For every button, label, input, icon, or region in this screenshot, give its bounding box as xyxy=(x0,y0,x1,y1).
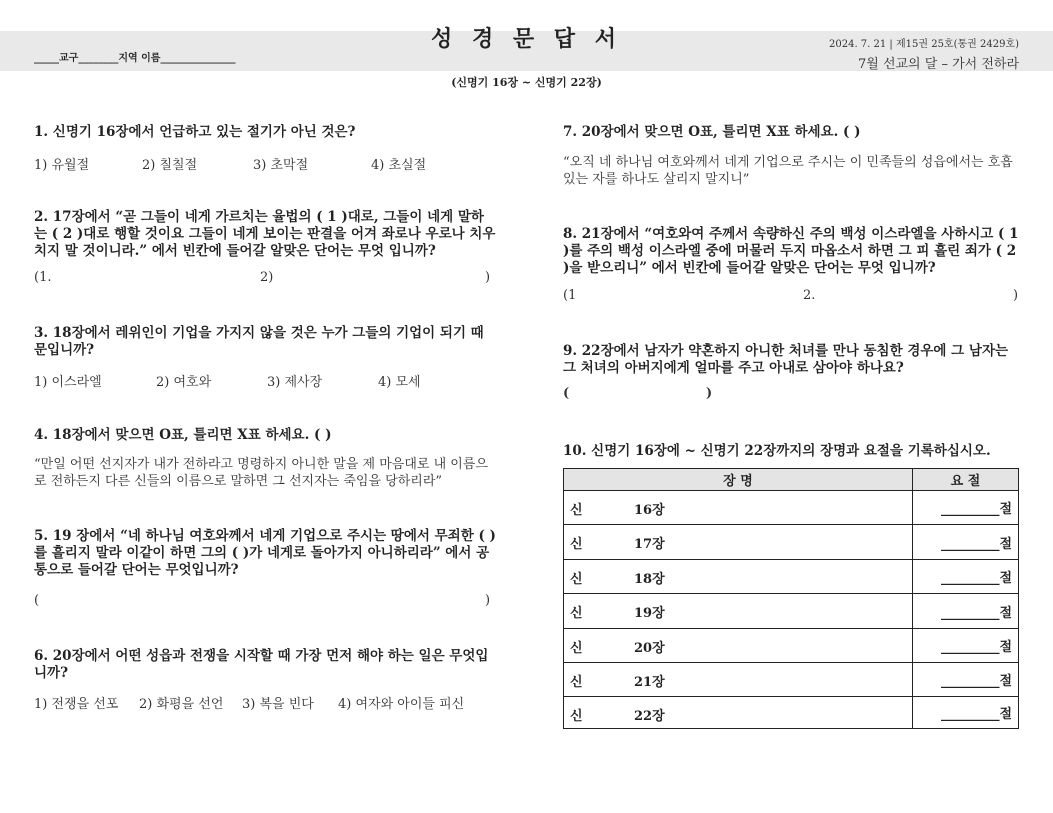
name-fill-line: _____교구________지역 이름_______________ xyxy=(34,53,236,64)
chapter-label: 16장 xyxy=(634,503,665,518)
month-theme: 7월 선교의 달 – 가서 전하라 xyxy=(857,57,1019,72)
chapter-verse-table xyxy=(563,468,1019,729)
question-5: 5. 19 장에서 “네 하나님 여호와께서 네게 기업으로 주시는 땅에서 무죄한 ( )를 흘리지 말라 이같이 하면 그의 ( )가 네게로 돌아가지 아니하리라” 에서 공통으로 들어갈 단어는 무엇입니까? xyxy=(34,528,496,578)
chapter-cell xyxy=(564,594,913,629)
option: 1) 전쟁을 선포 xyxy=(34,697,119,712)
question-6: 6. 20장에서 어떤 성읍과 전쟁을 시작할 때 가장 먼저 해야 하는 일은 무엇입니까? xyxy=(34,648,489,681)
verse-blank[interactable]: _________절 xyxy=(940,605,1012,621)
book-label: 신 xyxy=(570,503,583,518)
issue-date: 2024. 7. 21 | 제15권 25호(통권 2429호) xyxy=(829,39,1019,50)
page-title: 성 경 문 답 서 xyxy=(431,26,622,52)
option: 2) 여호와 xyxy=(156,375,212,390)
verse-cell xyxy=(913,594,1019,629)
table-row xyxy=(564,594,1019,629)
chapter-label: 21장 xyxy=(634,675,665,690)
book-label: 신 xyxy=(570,537,583,552)
option: 1) 이스라엘 xyxy=(34,375,102,390)
option: 4) 초실절 xyxy=(371,158,427,173)
option: 3) 초막절 xyxy=(253,158,309,173)
table-row xyxy=(564,663,1019,697)
answer-open: (1 xyxy=(563,288,577,303)
verse-blank[interactable]: _________절 xyxy=(940,674,1012,689)
table-row xyxy=(564,629,1019,663)
verse-cell xyxy=(913,663,1019,697)
question-4: 4. 18장에서 맞으면 O표, 틀리면 X표 하세요. ( ) xyxy=(34,427,332,443)
chapter-label: 18장 xyxy=(634,572,665,587)
question-3: 3. 18장에서 레위인이 기업을 가지지 않을 것은 누가 그들의 기업이 되기 때문입니까? xyxy=(34,325,484,358)
verse-blank[interactable]: _________절 xyxy=(940,640,1012,655)
verse-blank[interactable]: _________절 xyxy=(940,536,1012,552)
chapter-cell xyxy=(564,491,913,525)
answer-close: ) xyxy=(706,386,713,401)
verse-cell xyxy=(913,560,1019,594)
question-10: 10. 신명기 16장에 ~ 신명기 22장까지의 장명과 요절을 기록하십시오. xyxy=(563,443,991,459)
option: 4) 모세 xyxy=(378,375,421,390)
book-label: 신 xyxy=(570,675,583,690)
verse-cell xyxy=(913,491,1019,525)
chapter-cell xyxy=(564,629,913,663)
answer-open: ( xyxy=(34,593,40,608)
verse-blank[interactable]: _________절 xyxy=(940,502,1012,517)
chapter-cell xyxy=(564,525,913,560)
chapter-label: 17장 xyxy=(634,537,665,552)
chapter-label: 20장 xyxy=(634,641,665,656)
verse-blank[interactable]: _________절 xyxy=(940,707,1012,722)
answer-blank-2: 2. xyxy=(803,288,816,303)
chapter-label: 19장 xyxy=(634,606,665,621)
answer-blank-2: 2) xyxy=(260,270,274,285)
book-label: 신 xyxy=(570,641,583,656)
option: 4) 여자와 아이들 피신 xyxy=(338,697,465,712)
verse-cell xyxy=(913,629,1019,663)
verse-cell xyxy=(913,525,1019,560)
table-row xyxy=(564,491,1019,525)
question-6-options xyxy=(34,693,464,712)
verse-cell xyxy=(913,697,1019,729)
question-9: 9. 22장에서 남자가 약혼하지 아니한 처녀를 만나 동침한 경우에 그 남자는 그 처녀의 아버지에게 얼마를 주고 아내로 삼아야 하나요? xyxy=(563,343,1009,376)
answer-open: ( xyxy=(563,386,570,401)
answer-close: ) xyxy=(485,593,491,608)
question-8: 8. 21장에서 “여호와여 주께서 속량하신 주의 백성 이스라엘을 사하시고 ( 1 )를 주의 백성 이스라엘 중에 머물러 두지 마옵소서 하면 그 피 흘린 죄가 ( 2 )을 받으리니” 에서 빈칸에 들어갈 알맞은 단어는 무엇 입니까? xyxy=(563,226,1019,276)
option: 2) 화평을 선언 xyxy=(139,697,224,712)
column-header-verse: 요 절 xyxy=(913,469,1019,491)
chapter-cell xyxy=(564,697,913,729)
book-label: 신 xyxy=(570,709,583,724)
option: 3) 제사장 xyxy=(267,375,323,390)
answer-close: ) xyxy=(485,270,491,285)
table-header-row xyxy=(564,469,1019,491)
question-7: 7. 20장에서 맞으면 O표, 틀리면 X표 하세요. ( ) xyxy=(563,124,861,140)
column-header-chapter: 장 명 xyxy=(564,469,913,491)
question-7-quote: “오직 네 하나님 여호와께서 네게 기업으로 주시는 이 민족들의 성읍에서는 호흡 있는 자를 하나도 살리지 말지니” xyxy=(563,155,1013,187)
chapter-cell xyxy=(564,663,913,697)
option: 1) 유월절 xyxy=(34,158,90,173)
table-row xyxy=(564,560,1019,594)
question-4-quote: “만일 어떤 선지자가 내가 전하라고 명령하지 아니한 말을 제 마음대로 내 이름으로 전하든지 다른 신들의 이름으로 말하면 그 선지자는 죽임을 당하리라” xyxy=(34,457,488,489)
question-2: 2. 17장에서 “곧 그들이 네게 가르치는 율법의 ( 1 )대로, 그들이 네게 말하는 ( 2 )대로 행할 것이요 그들이 네게 보이는 판결을 어겨 좌로나 우로나 치우치지 말 것이니라.” 에서 빈칸에 들어갈 알맞은 단어는 무엇 입니까? xyxy=(34,209,496,259)
chapter-label: 22장 xyxy=(634,709,665,724)
answer-open: (1. xyxy=(34,270,52,285)
question-3-options xyxy=(34,371,421,390)
book-label: 신 xyxy=(570,572,583,587)
option: 2) 칠칠절 xyxy=(142,158,198,173)
chapter-cell xyxy=(564,560,913,594)
table-row xyxy=(564,525,1019,560)
option: 3) 복을 빈다 xyxy=(242,697,314,712)
question-1-options xyxy=(34,154,426,173)
scripture-range: (신명기 16장 ~ 신명기 22장) xyxy=(451,76,602,89)
verse-blank[interactable]: _________절 xyxy=(940,571,1012,586)
answer-close: ) xyxy=(1013,288,1019,303)
book-label: 신 xyxy=(570,606,583,621)
table-row xyxy=(564,697,1019,729)
question-1: 1. 신명기 16장에서 언급하고 있는 절기가 아닌 것은? xyxy=(34,124,356,140)
